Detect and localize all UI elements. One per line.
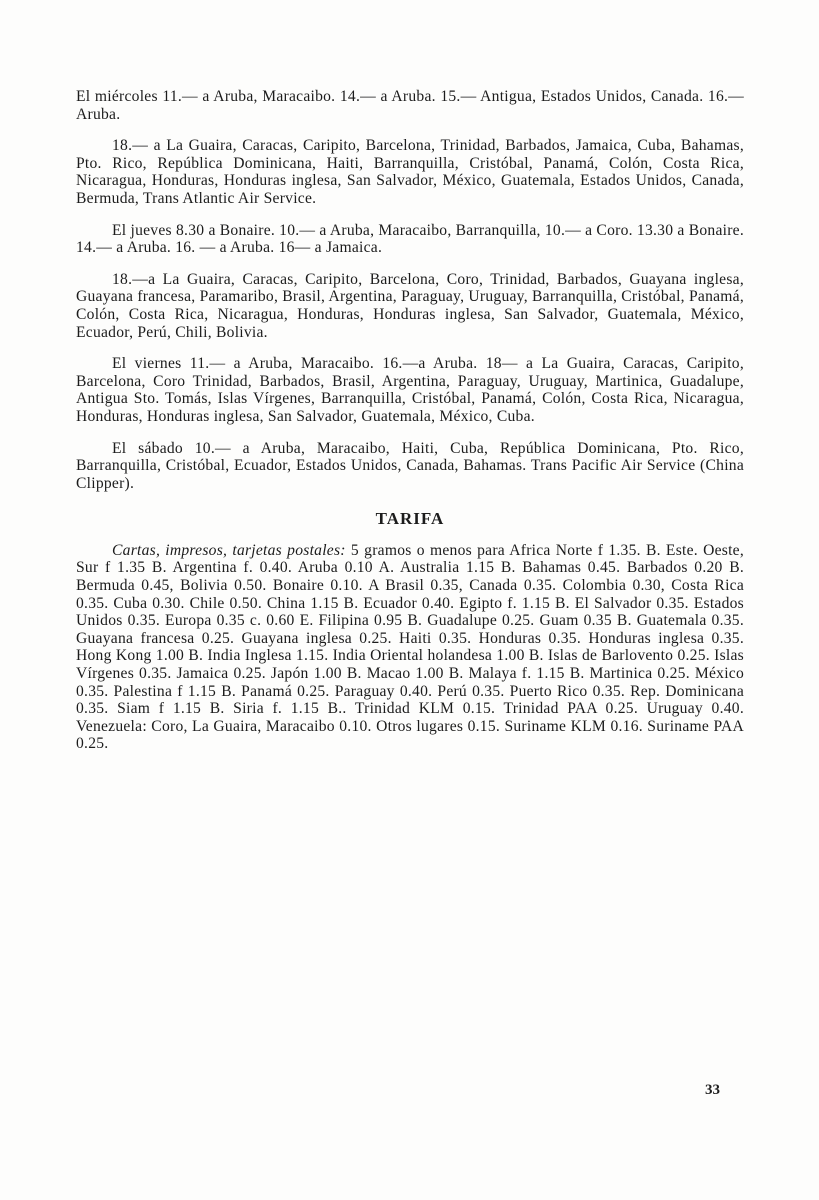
page-number: 33 [705,1082,720,1098]
tariff-title: TARIFA [375,509,445,529]
tariff-paragraph [76,542,744,753]
tariff-lead: Cartas, impresos, tarjetas postales: [112,541,346,559]
wednesday-paragraph: El miércoles 11.— a Aruba, Maracaibo. 14.— a Aruba. 15.— Antigua, Estados Unidos, Canada. 16.—Aruba. [76,88,744,123]
tariff-body: 5 gramos o menos para Africa Norte f 1.35. B. Este. Oeste, Sur f 1.35 B. Argentina f. 0.40. Aruba 0.10 A. Australia 1.15 B. Bahamas 0.45. Barbados 0.20 B. Bermuda 0.45, Bolivia 0.50. Bonaire 0.10. A Brasil 0.35, Canada 0.35. Colombia 0.30, Costa Rica 0.35. Cuba 0.30. Chile 0.50. China 1.15 B. Ecuador 0.40. Egipto f. 1.15 B. El Salvador 0.35. Estados Unidos 0.35. Europa 0.35 c. 0.60 E. Filipina 0.95 B. Guadalupe 0.25. Guam 0.35 B. Guatemala 0.35. Guayana francesa 0.25. Guayana inglesa 0.25. Haiti 0.35. Honduras 0.35. Honduras inglesa 0.35. Hong Kong 1.00 B. India Inglesa 1.15. India Oriental holandesa 1.00 B. Islas de Barlovento 0.25. Islas Vírgenes 0.35. Jamaica 0.25. Japón 1.00 B. Macao 1.00 B. Malaya f. 1.15 B. Martinica 0.25. México 0.35. Palestina f 1.15 B. Panamá 0.25. Paraguay 0.40. Perú 0.35. Puerto Rico 0.35. Rep. Dominicana 0.35. Siam f 1.15 B. Siria f. 1.15 B.. Trinidad KLM 0.15. Trinidad PAA 0.25. Uruguay 0.40. Venezuela: Coro, La Guaira, Maracaibo 0.10. Otros lugares 0.15. Suriname KLM 0.16. Suriname PAA 0.25. [76,541,744,753]
saturday-paragraph: El sábado 10.— a Aruba, Maracaibo, Haiti, Cuba, República Dominicana, Pto. Rico, Barranquilla, Cristóbal, Ecuador, Estados Unidos, Canada, Bahamas. Trans Pacific Air Service (China Clipper). [76,439,744,492]
schedule-section [76,88,744,767]
thursday-paragraph: El jueves 8.30 a Bonaire. 10.— a Aruba, Maracaibo, Barranquilla, 10.— a Coro. 13.30 a Bonaire. 14.— a Aruba. 16. — a Aruba. 16— a Jamaica. [76,221,744,257]
wednesday-18-paragraph: 18.— a La Guaira, Caracas, Caripito, Barcelona, Trinidad, Barbados, Jamaica, Cuba, Bahamas, Pto. Rico, República Dominicana, Haiti, Barranquilla, Cristóbal, Panamá, Colón, Costa Rica, Nicaragua, Honduras, Honduras inglesa, San Salvador, México, Guatemala, Estados Unidos, Canada, Bermuda, Trans Atlantic Air Service. [76,137,744,207]
thursday-18-paragraph: 18.—a La Guaira, Caracas, Caripito, Barcelona, Coro, Trinidad, Barbados, Guayana inglesa, Guayana francesa, Paramaribo, Brasil, Argentina, Paraguay, Uruguay, Barranquilla, Cristóbal, Panamá, Colón, Costa Rica, Nicaragua, Honduras, Honduras inglesa, San Salvador, Guatemala, México, Ecuador, Perú, Chili, Bolivia. [76,270,744,341]
friday-paragraph: El viernes 11.— a Aruba, Maracaibo. 16.—a Aruba. 18— a La Guaira, Caracas, Caripito, Barcelona, Coro Trinidad, Barbados, Brasil, Argentina, Paraguay, Uruguay, Martinica, Guadalupe, Antigua Sto. Tomás, Islas Vírgenes, Barranquilla, Cristóbal, Panamá, Colón, Costa Rica, Nicaragua, Honduras, Honduras inglesa, San Salvador, Guatemala, México, Cuba. [76,355,744,425]
